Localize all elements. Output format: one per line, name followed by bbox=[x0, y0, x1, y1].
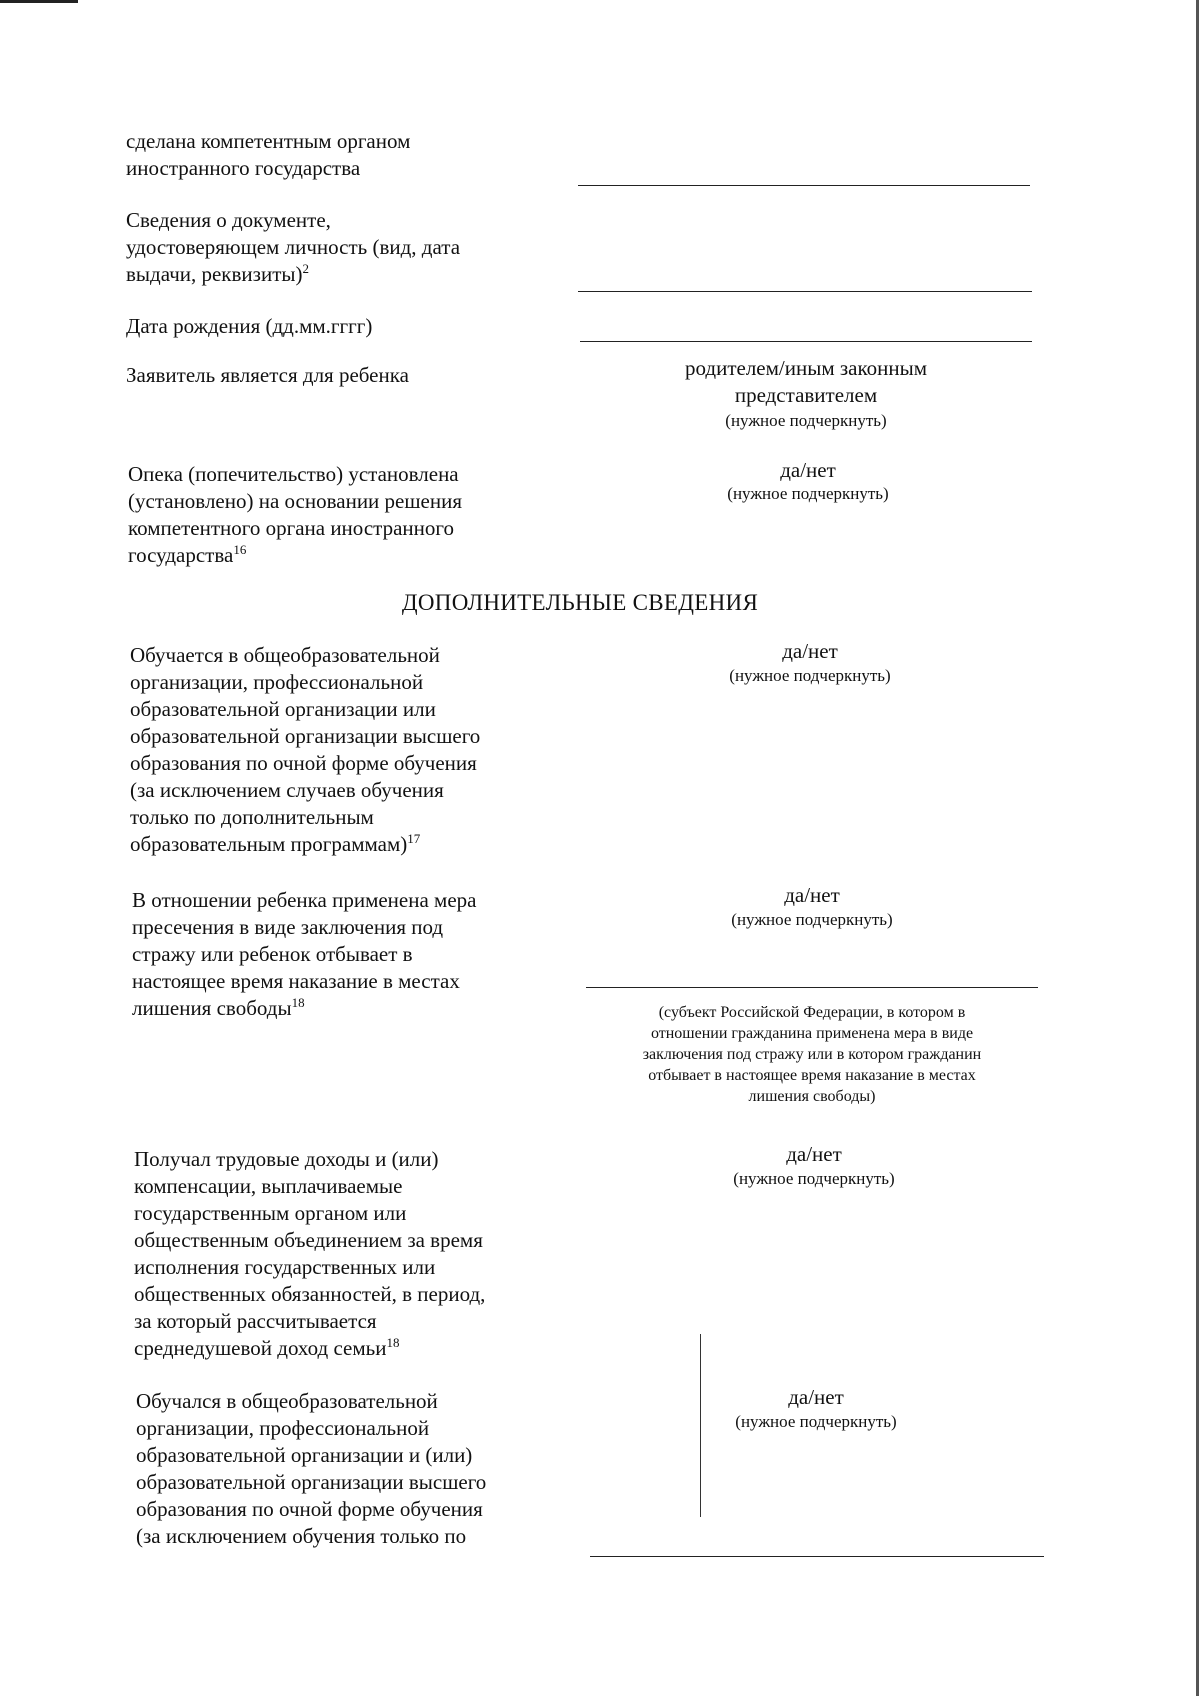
field-birth-date-label: Дата рождения (дд.мм.гггг) bbox=[126, 314, 373, 338]
studies-hint: (нужное подчеркнуть) bbox=[729, 666, 891, 685]
field-competent-body-line[interactable] bbox=[578, 185, 1030, 186]
field-birth-date-line[interactable] bbox=[580, 341, 1032, 342]
field-guardianship-label: Опека (попечительство) установлена (установлено) на основании решения компетентного органа иностранного государства$^{16}$ bbox=[128, 462, 462, 567]
field-competent-body-label: сделана компетентным органом иностранного государства bbox=[126, 129, 411, 180]
guardianship-answer: да/нет bbox=[780, 458, 836, 482]
income-hint: (нужное подчеркнуть) bbox=[733, 1169, 895, 1188]
section-heading: ДОПОЛНИТЕЛЬНЫЕ СВЕДЕНИЯ bbox=[401, 590, 759, 615]
detention-answer: да/нет bbox=[784, 883, 840, 907]
detention-region-line[interactable] bbox=[586, 987, 1038, 988]
detention-label: В отношении ребенка применена мера пресечения в виде заключения под стражу или ребенок отбывает в настоящее время наказание в местах лишения свободы$^{18}$ bbox=[132, 888, 477, 1020]
field-identity-document-line[interactable] bbox=[578, 291, 1032, 292]
scan-edge-top bbox=[0, 0, 78, 3]
studies-answer: да/нет bbox=[782, 639, 838, 663]
detention-region-note: (субъект Российской Федерации, в котором в отношении гражданина применена мера в виде заключения под стражу или в котором гражданин отбывает в настоящее время наказание в местах лишения свободы) bbox=[642, 1004, 982, 1105]
field-identity-document-label: Сведения о документе, удостоверяющем личность (вид, дата выдачи, реквизиты)$^2$ bbox=[126, 208, 461, 286]
guardianship-hint: (нужное подчеркнуть) bbox=[727, 484, 889, 503]
applicant-role-answer: родителем/иным законным представителем bbox=[685, 356, 927, 407]
studied-line[interactable] bbox=[590, 1556, 1044, 1557]
studied-answer: да/нет bbox=[788, 1385, 844, 1409]
studies-label: Обучается в общеобразовательной организации, профессиональной образовательной организации или образовательной организации высшего образования по очной форме обучения (за исключением случаев обучения только по дополнительным образовательным программам)$^{17}$ bbox=[130, 643, 481, 856]
studied-hint: (нужное подчеркнуть) bbox=[735, 1412, 897, 1431]
detention-hint: (нужное подчеркнуть) bbox=[731, 910, 893, 929]
applicant-role-hint: (нужное подчеркнуть) bbox=[725, 411, 887, 430]
scan-edge-right bbox=[1196, 0, 1199, 1696]
studied-label: Обучался в общеобразовательной организации, профессиональной образовательной организации и (или) образовательной организации высшего образования по очной форме обучения (за исключением обучения только по bbox=[136, 1389, 487, 1548]
income-label: Получал трудовые доходы и (или) компенсации, выплачиваемые государственным органом или общественным объединением за время исполнения государственных или общественных обязанностей, в период, за который рассчитывается среднедушевой доход семьи$^{18}$ bbox=[134, 1147, 486, 1360]
field-applicant-role-label: Заявитель является для ребенка bbox=[126, 363, 409, 387]
income-answer: да/нет bbox=[786, 1142, 842, 1166]
